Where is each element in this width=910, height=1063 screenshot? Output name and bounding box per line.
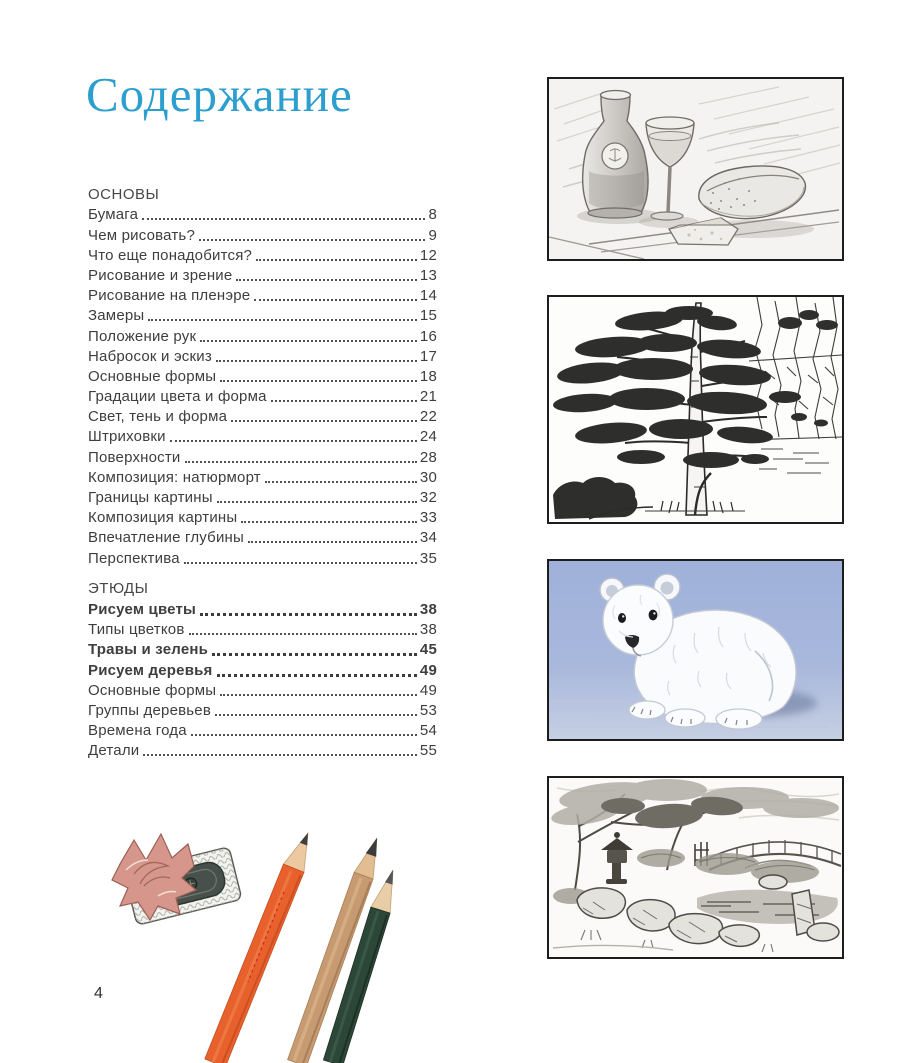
toc-entry bbox=[88, 507, 437, 527]
toc-entry-page: 49 bbox=[419, 661, 437, 679]
toc-entry-page: 54 bbox=[419, 722, 437, 740]
toc-entry bbox=[88, 487, 437, 507]
still-life-illustration bbox=[549, 79, 842, 259]
toc-entry-label: Рисование на пленэре bbox=[88, 287, 251, 305]
japanese-garden-figure bbox=[547, 776, 844, 959]
table-of-contents bbox=[88, 184, 437, 760]
toc-entry-page: 24 bbox=[419, 428, 437, 446]
toc-entry bbox=[88, 386, 437, 406]
toc-entry-page: 30 bbox=[419, 468, 437, 486]
toc-entry-page: 38 bbox=[419, 621, 437, 639]
toc-entry-page: 45 bbox=[419, 641, 437, 659]
toc-entry-page: 13 bbox=[419, 266, 437, 284]
toc-entry-label: Штриховки bbox=[88, 428, 166, 446]
toc-entry bbox=[88, 204, 437, 224]
dotted-leader bbox=[142, 218, 425, 220]
toc-entry-label: Травы и зелень bbox=[88, 641, 209, 659]
toc-entry-label: Композиция картины bbox=[88, 509, 238, 527]
toc-entry-page: 15 bbox=[419, 307, 437, 325]
dotted-leader bbox=[217, 501, 417, 503]
toc-entry-page: 14 bbox=[419, 287, 437, 305]
toc-entry-page: 21 bbox=[419, 388, 437, 406]
toc-entry-label: Границы картины bbox=[88, 489, 213, 506]
toc-entry bbox=[88, 527, 437, 547]
dotted-leader bbox=[217, 674, 417, 677]
dotted-leader bbox=[184, 562, 417, 564]
toc-entry-page: 9 bbox=[428, 226, 437, 244]
section-header-etyudy: ЭТЮДЫ bbox=[88, 580, 149, 598]
toc-entry-label: Поверхности bbox=[88, 448, 181, 466]
toc-entry bbox=[88, 467, 437, 487]
dotted-leader bbox=[236, 279, 416, 281]
toc-entry-label: Рисуем деревья bbox=[88, 661, 213, 679]
toc-entry bbox=[88, 426, 437, 446]
toc-entry-label: Свет, тень и форма bbox=[88, 408, 228, 426]
polar-bear-illustration bbox=[549, 561, 842, 739]
dotted-leader bbox=[148, 319, 417, 321]
toc-entry bbox=[88, 245, 437, 265]
toc-entry bbox=[88, 700, 437, 720]
japanese-garden-illustration bbox=[549, 778, 842, 957]
toc-entry bbox=[88, 639, 437, 659]
toc-entry-label: Композиция: натюрморт bbox=[88, 468, 261, 486]
toc-entry bbox=[88, 619, 437, 639]
toc-entry-label: Бумага bbox=[88, 206, 139, 224]
toc-entry-page: 34 bbox=[419, 529, 437, 547]
toc-entry-label: Замеры bbox=[88, 307, 145, 325]
dotted-leader bbox=[248, 541, 417, 543]
toc-entry-page: 17 bbox=[419, 347, 437, 365]
dotted-leader bbox=[265, 481, 417, 483]
toc-entry-label: Набросок и эскиз bbox=[88, 347, 212, 365]
dotted-leader bbox=[271, 400, 417, 402]
dotted-leader bbox=[143, 754, 417, 756]
toc-entry bbox=[88, 446, 437, 466]
toc-entry-page: 8 bbox=[428, 206, 437, 224]
dotted-leader bbox=[189, 633, 417, 635]
toc-entry bbox=[88, 599, 437, 619]
toc-entry-label: Основные формы bbox=[88, 367, 217, 385]
toc-entry bbox=[88, 680, 437, 700]
toc-entry-label: Типы цветков bbox=[88, 621, 185, 639]
toc-entry-label: Что еще понадобится? bbox=[88, 246, 253, 264]
toc-entry bbox=[88, 720, 437, 740]
toc-entry bbox=[88, 285, 437, 305]
toc-entry-page: 35 bbox=[419, 549, 437, 567]
dotted-leader bbox=[185, 461, 417, 463]
sharpener-and-pencils-illustration bbox=[60, 820, 480, 1063]
toc-entry bbox=[88, 224, 437, 244]
dotted-leader bbox=[241, 521, 417, 523]
dotted-leader bbox=[256, 259, 417, 261]
toc-entry bbox=[88, 265, 437, 285]
toc-entry bbox=[88, 659, 437, 679]
page-number: 4 bbox=[94, 985, 103, 1002]
dotted-leader bbox=[200, 340, 417, 342]
dotted-leader bbox=[200, 613, 417, 616]
toc-entry bbox=[88, 547, 437, 567]
still-life-sketch-figure bbox=[547, 77, 844, 261]
dotted-leader bbox=[199, 239, 425, 241]
toc-entry-label: Основные формы bbox=[88, 681, 217, 699]
toc-entry bbox=[88, 366, 437, 386]
toc-entry-page: 53 bbox=[419, 701, 437, 719]
toc-entry-label: Перспектива bbox=[88, 549, 180, 567]
toc-entry-page: 33 bbox=[419, 509, 437, 527]
section-header-osnovy: ОСНОВЫ bbox=[88, 185, 160, 203]
toc-entry-label: Положение рук bbox=[88, 327, 197, 345]
toc-entry-page: 16 bbox=[419, 327, 437, 345]
toc-entry-label: Чем рисовать? bbox=[88, 226, 195, 244]
toc-entry-page: 22 bbox=[419, 408, 437, 426]
toc-entry-label: Рисование и зрение bbox=[88, 266, 233, 284]
toc-entry-page: 49 bbox=[419, 681, 437, 699]
dotted-leader bbox=[220, 694, 417, 696]
dotted-leader bbox=[191, 734, 417, 736]
toc-entry bbox=[88, 740, 437, 760]
toc-entry bbox=[88, 305, 437, 325]
toc-entry bbox=[88, 406, 437, 426]
dotted-leader bbox=[220, 380, 417, 382]
dotted-leader bbox=[254, 299, 417, 301]
toc-entry-page: 32 bbox=[419, 489, 437, 506]
toc-entry-page: 18 bbox=[419, 367, 437, 385]
polar-bear-figure bbox=[547, 559, 844, 741]
dotted-leader bbox=[216, 360, 417, 362]
pencils-svg bbox=[60, 820, 480, 1063]
toc-entry-label: Рисуем цветы bbox=[88, 600, 197, 618]
toc-entry bbox=[88, 325, 437, 345]
toc-entry-page: 12 bbox=[419, 246, 437, 264]
toc-entry-page: 55 bbox=[419, 742, 437, 760]
dotted-leader bbox=[215, 714, 417, 716]
dotted-leader bbox=[212, 653, 417, 656]
toc-entry-label: Градации цвета и форма bbox=[88, 388, 267, 406]
dotted-leader bbox=[170, 440, 417, 442]
toc-entry-label: Детали bbox=[88, 742, 140, 760]
toc-entry-label: Впечатление глубины bbox=[88, 529, 245, 547]
pine-tree-sketch-figure bbox=[547, 295, 844, 524]
dotted-leader bbox=[231, 420, 417, 422]
toc-entry-page: 28 bbox=[419, 448, 437, 466]
toc-entry-page: 38 bbox=[419, 600, 437, 618]
toc-entry-label: Времена года bbox=[88, 722, 187, 740]
pine-tree-illustration bbox=[549, 297, 842, 522]
toc-entry bbox=[88, 346, 437, 366]
toc-entry-label: Группы деревьев bbox=[88, 701, 212, 719]
page-title: Содержание bbox=[86, 67, 353, 122]
